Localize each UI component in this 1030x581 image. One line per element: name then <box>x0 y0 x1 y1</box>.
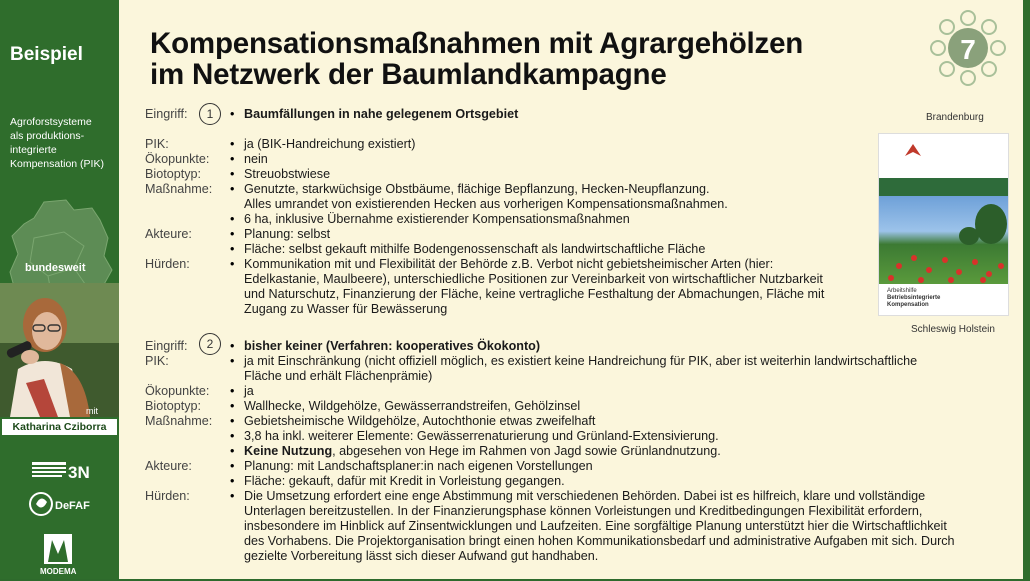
bullet: • <box>230 354 235 368</box>
row-text: ja <box>244 384 254 398</box>
sidebar-subtitle <box>10 115 104 171</box>
example-tag: Beispiel <box>10 44 83 65</box>
bullet: • <box>230 384 235 398</box>
row-text: Streuobstwiese <box>244 167 331 181</box>
row-text: und Naturschutz, Finanzierung der Fläche, keine vertragliche Festhaltung der Abmachungen, Fläche mit <box>244 287 825 301</box>
row-text: Zugang zu Wasser für Bewässerung <box>244 302 448 316</box>
row-bold-text: Keine Nutzung <box>244 444 333 458</box>
cover-line: Betriebsintegrierte <box>887 295 941 301</box>
bullet: • <box>230 429 235 443</box>
slide-title <box>150 28 803 90</box>
row-label: Hürden: <box>145 257 190 271</box>
row-label: Ökopunkte: <box>145 152 210 166</box>
subtitle-line: Kompensation (PIK) <box>10 158 104 170</box>
row-text: Unterlagen bereitzustellen. In der Finanzierungsphase können Vorleistungen und Kreditbedingungen Flexibilität erfordern, <box>244 504 923 518</box>
title-line: im Netzwerk der Baumlandkampagne <box>150 58 667 91</box>
bullet: • <box>230 182 235 196</box>
subtitle-line: Agroforstsysteme <box>10 116 92 128</box>
row-text: des Vorhabens. Die Projektorganisation bringt einen hohen Kommunikationsbedarf und administrative Aufgaben mit sich. Durch <box>244 534 955 548</box>
subtitle-line: als produktions- <box>10 130 85 142</box>
row-label: Ökopunkte: <box>145 384 210 398</box>
modema-logo <box>38 532 78 576</box>
eingriff-text: bisher keiner (Verfahren: kooperatives Ökokonto) <box>244 339 541 353</box>
row-label: Maßnahme: <box>145 182 213 196</box>
row-label: PIK: <box>145 354 169 368</box>
bullet: • <box>230 242 235 256</box>
bullet: • <box>230 459 235 473</box>
brochure-cover <box>878 133 1009 316</box>
mit-label: mit <box>86 406 98 416</box>
svg-text:MODEMA: MODEMA <box>40 567 77 576</box>
bullet: • <box>230 167 235 181</box>
row-text: Edelkastanie, Maulbeere), unterschiedliche Positionen zur Vereinbarkeit von wirtschaftlicher Nutzbarkeit <box>244 272 823 286</box>
row-label: Biotoptyp: <box>145 399 202 413</box>
eingriff-label: Eingriff: <box>145 107 188 121</box>
flower-badge-icon <box>926 6 1010 90</box>
bullet: • <box>230 489 235 503</box>
badge-number: 7 <box>960 34 976 65</box>
title-line: Kompensationsmaßnahmen mit Agrargehölzen <box>150 27 804 60</box>
bullet: • <box>230 227 235 241</box>
number-circle: 1 <box>199 103 221 125</box>
person-photo <box>0 283 119 417</box>
svg-text:DeFAF: DeFAF <box>55 500 90 512</box>
svg-text:3N: 3N <box>68 463 90 482</box>
row-text: Fläche: selbst gekauft mithilfe Bodengenossenschaft als landwirtschaftliche Fläche <box>244 242 706 256</box>
row-text: Die Umsetzung erfordert eine enge Abstimmung mit verschiedenen Behörden. Dabei ist es hilfreich, klare und vollständige <box>244 489 926 503</box>
cover-line: Arbeitshilfe <box>887 288 917 294</box>
row-text: ja (BIK-Handreichung existiert) <box>244 137 416 151</box>
row-text: Kommunikation mit und Flexibilität der Behörde z.B. Verbot nicht gebietsheimischer Arten (hier: <box>244 257 774 271</box>
bullet: • <box>230 212 235 226</box>
row-text: insbesondere im Hinblick auf Zinsentwicklungen und Laufzeiten. Eine sorgfältige Planung unterstützt hier die Wirtschaftlichkeit <box>244 519 947 533</box>
caption-schleswig-holstein: Schleswig Holstein <box>911 324 995 335</box>
caption-brandenburg: Brandenburg <box>926 112 984 123</box>
row-text: ja mit Einschränkung (nicht offiziell möglich, es existiert keine Handreichung für PIK, aber ist weiterhin landwirtschaftliche <box>244 354 918 368</box>
3n-logo <box>30 456 96 482</box>
cover-line: Kompensation <box>887 302 929 308</box>
person-name: Katharina Cziborra <box>2 419 117 435</box>
row-text: nein <box>244 152 268 166</box>
bullet: • <box>230 152 235 166</box>
row-label: Hürden: <box>145 489 190 503</box>
bullet: • <box>230 444 235 458</box>
row-text: 6 ha, inklusive Übernahme existierender Kompensationsmaßnahmen <box>244 212 630 226</box>
row-text: Planung: selbst <box>244 227 331 241</box>
number-circle: 2 <box>199 333 221 355</box>
subtitle-line: integrierte <box>10 144 57 156</box>
row-text: Planung: mit Landschaftsplaner:in nach eigenen Vorstellungen <box>244 459 593 473</box>
row-label: Akteure: <box>145 459 192 473</box>
row-text: Fläche: gekauft, dafür mit Kredit in Vorleistung gegangen. <box>244 474 565 488</box>
bullet: • <box>230 107 235 121</box>
cover-text <box>887 288 940 309</box>
row-text: Wallhecke, Wildgehölze, Gewässerrandstreifen, Gehölzinsel <box>244 399 581 413</box>
row-text: gezielte Vorbereitung lässt sich dieser Aufwand gut handhaben. <box>244 549 599 563</box>
cover-band <box>879 178 1008 196</box>
bullet: • <box>230 474 235 488</box>
eingriff-label: Eingriff: <box>145 339 188 353</box>
cover-photo <box>879 196 1008 284</box>
row-text: Alles umrandet von existierenden Hecken aus vorherigen Kompensationsmaßnahmen. <box>244 197 728 211</box>
sidebar <box>0 0 119 579</box>
bullet: • <box>230 414 235 428</box>
row-label: Maßnahme: <box>145 414 213 428</box>
row-label: Akteure: <box>145 227 192 241</box>
brandenburg-eagle-icon <box>901 140 925 164</box>
bullet: • <box>230 257 235 271</box>
bullet: • <box>230 137 235 151</box>
row-text: Gebietsheimische Wildgehölze, Autochthonie etwas zweifelhaft <box>244 414 596 428</box>
bullet: • <box>230 399 235 413</box>
bullet: • <box>230 339 235 353</box>
row-label: PIK: <box>145 137 169 151</box>
row-label: Biotoptyp: <box>145 167 202 181</box>
row-text: Keine Nutzung, abgesehen von Hege im Rahmen von Jagd sowie Grünlandnutzung. <box>244 444 721 458</box>
row-text: Genutzte, starkwüchsige Obstbäume, flächige Bepflanzung, Hecken-Neupflanzung. <box>244 182 710 196</box>
region-label: bundesweit <box>25 262 86 274</box>
defaf-logo <box>28 490 92 520</box>
right-border <box>1023 0 1030 579</box>
row-text: Fläche und erhält Flächenprämie) <box>244 369 433 383</box>
eingriff-text: Baumfällungen in nahe gelegenem Ortsgebiet <box>244 107 519 121</box>
row-text: 3,8 ha inkl. weiterer Elemente: Gewässerrenaturierung und Grünland-Extensivierung. <box>244 429 719 443</box>
